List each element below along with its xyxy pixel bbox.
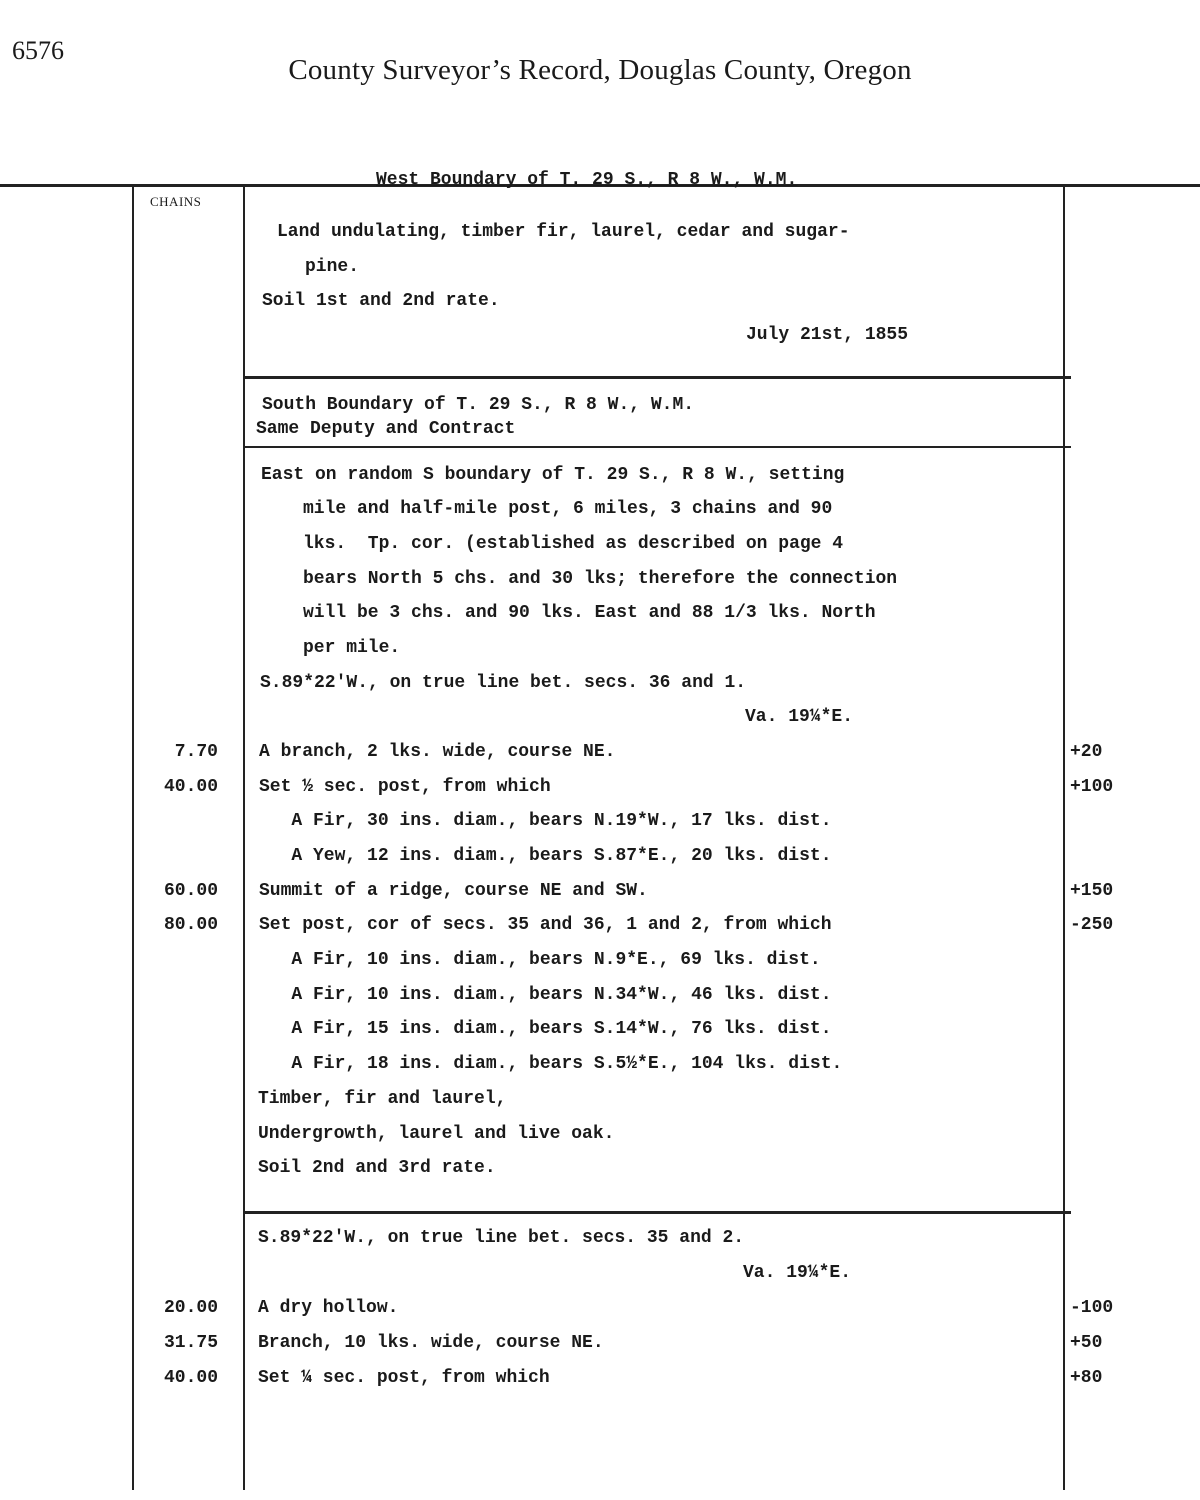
variation: Va. 19¼*E.	[743, 1263, 852, 1283]
text-line: Same Deputy and Contract	[256, 419, 516, 439]
elevation-value: +20	[1070, 742, 1103, 762]
elevation-value: -100	[1070, 1298, 1114, 1318]
text-line: Soil 1st and 2nd rate.	[262, 291, 500, 311]
left-column-rule	[132, 186, 134, 1490]
text-line: bears North 5 chs. and 30 lks; therefore the connection	[303, 569, 898, 589]
elevation-value: +50	[1070, 1333, 1103, 1353]
text-line: mile and half-mile post, 6 miles, 3 chains and 90	[303, 499, 833, 519]
entry-text: A Fir, 30 ins. diam., bears N.19*W., 17 lks. dist.	[259, 811, 832, 831]
text-line: S.89*22'W., on true line bet. secs. 36 and 1.	[260, 673, 747, 693]
entry-text: Summit of a ridge, course NE and SW.	[259, 881, 648, 901]
entry-text: Soil 2nd and 3rd rate.	[258, 1158, 496, 1178]
text-line: Land undulating, timber fir, laurel, cedar and sugar-	[277, 222, 850, 242]
chains-value: 80.00	[163, 915, 218, 935]
variation: Va. 19¼*E.	[745, 707, 854, 727]
chains-value: 31.75	[163, 1333, 218, 1353]
entry-text: A Fir, 15 ins. diam., bears S.14*W., 76 lks. dist.	[259, 1019, 832, 1039]
block-rule	[245, 446, 1071, 448]
text-line: S.89*22'W., on true line bet. secs. 35 and 2.	[258, 1228, 745, 1248]
text-line: will be 3 chs. and 90 lks. East and 88 1/3 lks. North	[303, 603, 876, 623]
entry-text: A dry hollow.	[258, 1298, 399, 1318]
entry-text: A Fir, 10 ins. diam., bears N.9*E., 69 lks. dist.	[259, 950, 821, 970]
entry-text: A Fir, 18 ins. diam., bears S.5½*E., 104 lks. dist.	[259, 1054, 843, 1074]
elevation-column-rule	[1063, 186, 1065, 1490]
entry-text: Set ½ sec. post, from which	[259, 777, 551, 797]
text-line: per mile.	[303, 638, 401, 658]
block-rule	[245, 1211, 1071, 1214]
chains-column-rule	[243, 186, 245, 1490]
entry-text: Timber, fir and laurel,	[258, 1089, 507, 1109]
entry-text: A Yew, 12 ins. diam., bears S.87*E., 20 lks. dist.	[259, 846, 832, 866]
entry-text: A branch, 2 lks. wide, course NE.	[259, 742, 616, 762]
entry-text: Undergrowth, laurel and live oak.	[258, 1124, 615, 1144]
entry-text: Set post, cor of secs. 35 and 36, 1 and 2, from which	[259, 915, 832, 935]
chains-value: 20.00	[163, 1298, 218, 1318]
date: July 21st, 1855	[746, 325, 909, 345]
chains-value: 40.00	[163, 777, 218, 797]
elevation-value: +80	[1070, 1368, 1103, 1388]
text-line: lks. Tp. cor. (established as described on page 4	[303, 534, 844, 554]
elevation-value: +100	[1070, 777, 1114, 797]
chains-value: 40.00	[163, 1368, 218, 1388]
entry-text: Set ¼ sec. post, from which	[258, 1368, 550, 1388]
entry-text: A Fir, 10 ins. diam., bears N.34*W., 46 lks. dist.	[259, 985, 832, 1005]
section-header: West Boundary of T. 29 S., R 8 W., W.M.	[376, 170, 798, 190]
chains-value: 60.00	[163, 881, 218, 901]
chains-column-header: CHAINS	[150, 194, 202, 209]
elevation-value: +150	[1070, 881, 1114, 901]
block-rule	[245, 376, 1071, 379]
chains-value: 7.70	[174, 742, 218, 762]
page-title: County Surveyor’s Record, Douglas County, Oregon	[288, 54, 912, 86]
subsection-title: South Boundary of T. 29 S., R 8 W., W.M.	[262, 395, 695, 415]
text-line: East on random S boundary of T. 29 S., R 8 W., setting	[261, 465, 845, 485]
page-number: 6576	[12, 36, 64, 65]
text-line: pine.	[305, 257, 360, 277]
elevation-value: -250	[1070, 915, 1114, 935]
entry-text: Branch, 10 lks. wide, course NE.	[258, 1333, 604, 1353]
